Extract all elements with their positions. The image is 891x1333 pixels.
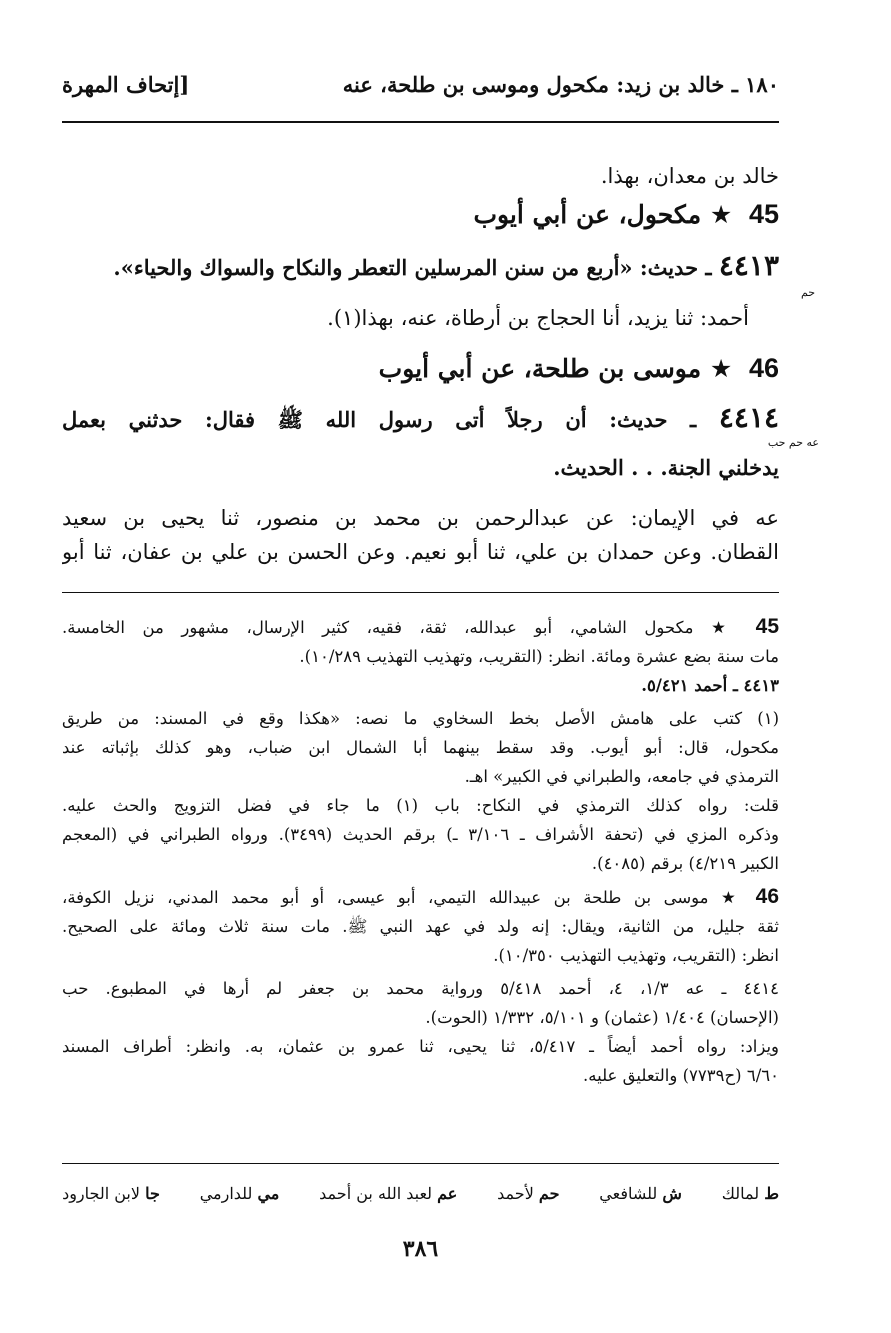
running-title: ١٨٠ ـ خالد بن زيد: مكحول وموسى بن طلحة، عنه [342,72,779,97]
footnote-46: 46 ★ موسى بن طلحة بن عبيدالله التيمي، أبو عيسى، أو أبو محمد المدني، نزيل الكوفة، [62,885,779,908]
section-46-heading [62,352,779,385]
intro-line: خالد بن معدان، بهذا. [600,164,779,188]
star-icon: ★ [711,618,739,637]
running-header [62,72,779,108]
hadith-4413 [62,250,779,284]
ref-4413: ٤٤١٣ ـ أحمد ٥/٤٢١. [641,676,779,695]
section-title: مكحول، عن أبي أيوب [473,200,702,229]
header-rule [62,121,779,123]
hadith-text: ـ حديث: «أربع من سنن المرسلين التعطر والنكاح والسواك والحياء». [113,255,712,280]
source-symbols: عه حم حب [767,436,819,449]
hadith-text: ـ حديث: أن رجلاً أتى رسول الله ﷺ فقال: حدثني بعمل [62,407,697,432]
footnote-1: (١) كتب على هامش الأصل بخط السخاوي ما نصه: «هكذا وقع في المسند: من طريق [62,709,779,728]
section-45-heading [62,198,779,231]
legend-item: جا لابن الجارود [62,1184,160,1203]
section-number: 45 [748,199,779,229]
book-title: [إتحاف المهرة [62,72,190,97]
footnote-45: 45 ★ مكحول الشامي، أبو عبدالله، ثقة، فقيه، كثير الإرسال، مشهور من الخامسة. [62,615,779,638]
legend-rule [62,1163,779,1164]
footnotes: 45 ★ مكحول الشامي، أبو عبدالله، ثقة، فقيه، كثير الإرسال، مشهور من الخامسة. مات سنة بضع عشرة ومائة. انظر: (التقريب، وتهذيب التهذيب ١٠/٢٨٩). ٤٤١٣ ـ أحمد ٥/٤٢١. (١) كتب على هامش الأصل بخط السخاوي ما نصه: «هكذا وقع في المسند: من طريق مكحول، قال: أبو أيوب. وقد سقط بينهما أبا الشمال ابن ضباب، وهو كذلك بإثباته عند الترمذي في جامعه، والطبراني في الكبير» اهـ. قلت: رواه كذلك الترمذي في النكاح: باب (١) ما جاء في فضل التزويج والحث عليه. وذكره المزي في (تحفة الأشراف ـ ٣/١٠٦ ـ) برقم الحديث (٣٤٩٩). ورواه الطبراني في (المعجم الكبير ٤/٢١٩) برقم (٤٠٨٥). 46 ★ موسى بن طلحة بن عبيدالله التيمي، أبو عيسى، أو أبو محمد المدني، نزيل الكوفة، ثقة جليل، من الثانية، ويقال: إنه ولد في عهد النبي ﷺ. مات سنة ثلاث ومائة على الصحيح. انظر: (التقريب، وتهذيب التهذيب ١٠/٣٥٠). ٤٤١٤ ـ عه ١/٣، ٤، أحمد ٥/٤١٨ ورواية محمد بن جعفر لم أرها في المطبوع. حب (الإحسان) ١/٤٠٤ (عثمان) و ٥/١٠١، ١/٣٣٢ (الحوت). ويزاد: رواه أحمد أيضاً ـ ٥/٤١٧، ثنا يحيى، ثنا عمرو بن عثمان، به. وانظر: أطراف المسند ٦/٦٠ (ح٧٧٣٩) والتعليق عليه. [62,612,779,1090]
main-text [62,160,779,192]
source-symbol: حم [800,286,816,299]
star-icon: ★ [709,354,733,383]
legend-item: حم لأحمد [497,1184,560,1203]
hadith-4414 [62,402,779,436]
ref-4414: ٤٤١٤ ـ عه ١/٣، ٤، أحمد ٥/٤١٨ ورواية محمد بن جعفر لم أرها في المطبوع. حب [62,979,779,998]
abbreviation-legend [62,1184,779,1203]
hadith-number: ٤٤١٤ [718,402,779,434]
section-number: 46 [748,353,779,383]
section-title: موسى بن طلحة، عن أبي أيوب [378,354,702,383]
footnote-rule [62,592,779,593]
star-icon: ★ [709,200,733,229]
hadith-4414-cont: يدخلني الجنة. . . الحديث. [553,455,779,480]
hadith-4414-chain: عه في الإيمان: عن عبدالرحمن بن محمد بن منصور، ثنا يحيى بن سعيد القطان. وعن حمدان بن علي، ثنا أبو نعيم. وعن الحسن بن علي بن عفان، ثنا أبو [62,506,779,564]
hadith-4413-chain: أحمد: ثنا يزيد، أنا الحجاج بن أرطاة، عنه، بهذا(١). [327,306,749,330]
star-icon: ★ [721,888,744,907]
legend-item: عم لعبد الله بن أحمد [319,1184,458,1203]
legend-item: ش للشافعي [599,1184,682,1203]
legend-item: مي للدارمي [199,1184,280,1203]
document-page [62,0,819,1333]
legend-item: ط لمالك [721,1184,779,1203]
page-number: ٣٨٦ [402,1236,439,1262]
hadith-number: ٤٤١٣ [718,250,779,282]
